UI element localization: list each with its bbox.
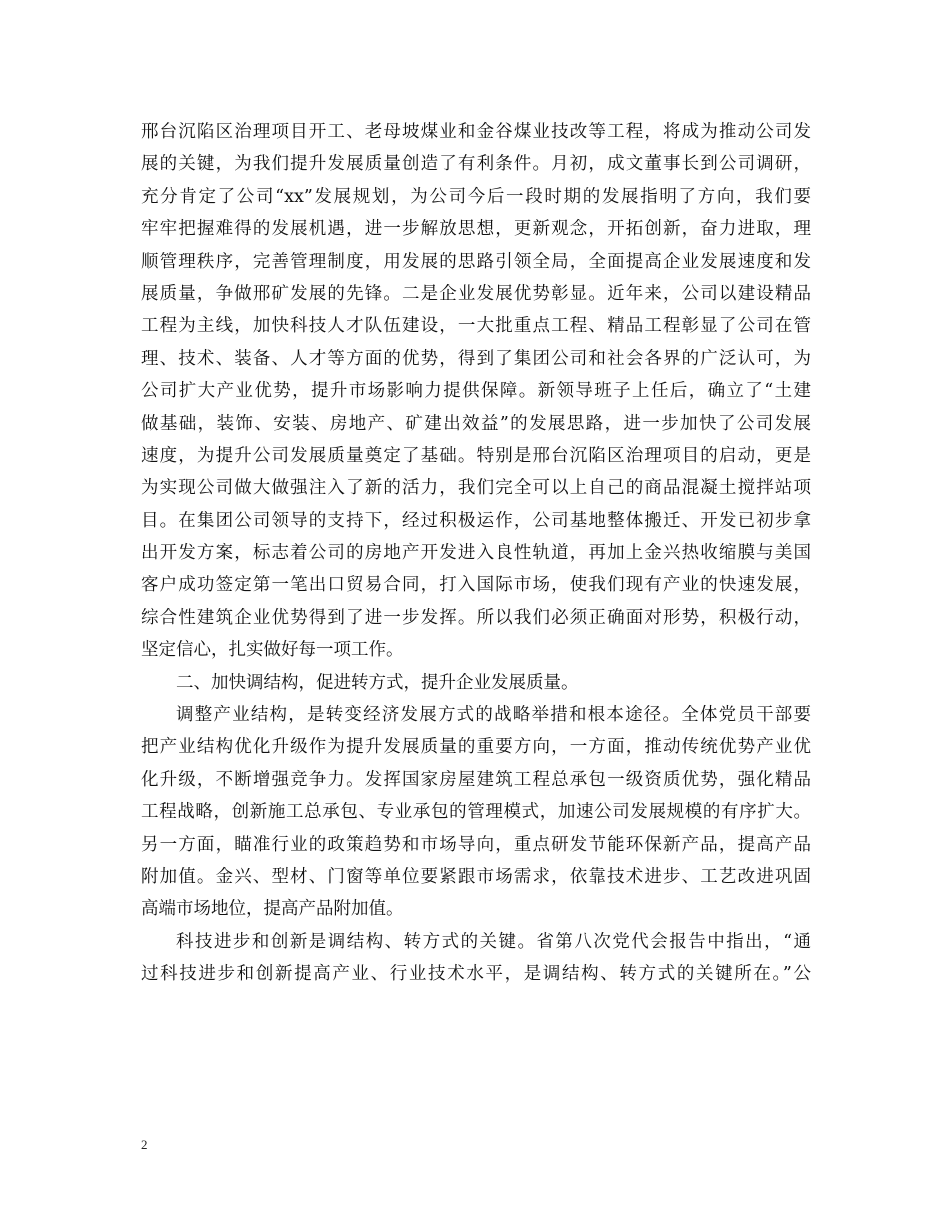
body-text — [141, 116, 811, 991]
paragraph — [141, 926, 811, 991]
text-line: 速度，为提升公司发展质量奠定了基础。特别是邢台沉陷区治理项目的启动，更是 — [141, 445, 811, 466]
text-line: 目。在集团公司领导的支持下，经过积极运作，公司基地整体搬迁、开发已初步拿 — [141, 510, 811, 531]
text-line: 把产业结构优化升级作为提升发展质量的重要方向，一方面，推动传统优势产业优 — [141, 737, 811, 758]
text-line: 科技进步和创新是调结构、转方式的关键。省第八次党代会报告中指出，“通 — [176, 931, 811, 952]
text-line: 客户成功签定第一笔出口贸易合同，打入国际市场，使我们现有产业的快速发展， — [141, 575, 811, 596]
text-line: 过科技进步和创新提高产业、行业技术水平，是调结构、转方式的关键所在。”公 — [141, 964, 811, 985]
text-line: 邢台沉陷区治理项目开工、老母坡煤业和金谷煤业技改等工程，将成为推动公司发 — [141, 122, 811, 142]
text-line: 二、加快调结构，促进转方式，提升企业发展质量。 — [176, 672, 579, 693]
text-line: 工程为主线，加快科技人才队伍建设，一大批重点工程、精品工程彰显了公司在管 — [141, 316, 811, 337]
text-line: 为实现公司做大做强注入了新的活力，我们完全可以上自己的商品混凝土搅拌站项 — [141, 478, 811, 499]
text-line: 充分肯定了公司“xx”发展规划，为公司今后一段时期的发展指明了方向，我们要 — [141, 186, 811, 207]
text-line: 坚定信心，扎实做好每一项工作。 — [141, 640, 404, 661]
page-number: 2 — [141, 1137, 148, 1152]
text-line: 展的关键，为我们提升发展质量创造了有利条件。月初，成文董事长到公司调研， — [141, 154, 811, 175]
text-line: 做基础，装饰、安装、房地产、矿建出效益”的发展思路，进一步加快了公司发展 — [141, 413, 811, 434]
paragraph — [141, 116, 811, 667]
text-line: 公司扩大产业优势，提升市场影响力提供保障。新领导班子上任后，确立了“土建 — [141, 381, 811, 402]
text-line: 工程战略，创新施工总承包、专业承包的管理模式，加速公司发展规模的有序扩大。 — [141, 802, 811, 823]
text-line: 另一方面，瞄准行业的政策趋势和市场导向，重点研发节能环保新产品，提高产品 — [141, 834, 811, 855]
text-line: 牢牢把握难得的发展机遇，进一步解放思想，更新观念，开拓创新，奋力进取，理 — [141, 219, 811, 240]
text-line: 高端市场地位，提高产品附加值。 — [141, 899, 404, 920]
text-line: 附加值。金兴、型材、门窗等单位要紧跟市场需求，依靠技术进步、工艺改进巩固 — [141, 866, 811, 887]
text-line: 化升级，不断增强竞争力。发挥国家房屋建筑工程总承包一级资质优势，强化精品 — [141, 769, 811, 790]
paragraph — [141, 699, 811, 926]
paragraph — [141, 667, 811, 699]
text-line: 理、技术、装备、人才等方面的优势，得到了集团公司和社会各界的广泛认可，为 — [141, 348, 811, 369]
text-line: 综合性建筑企业优势得到了进一步发挥。所以我们必须正确面对形势，积极行动， — [141, 607, 811, 628]
text-line: 展质量，争做邢矿发展的先锋。二是企业发展优势彰显。近年来，公司以建设精品 — [141, 283, 811, 304]
text-line: 出开发方案，标志着公司的房地产开发进入良性轨道，再加上金兴热收缩膜与美国 — [141, 543, 811, 564]
text-line: 调整产业结构，是转变经济发展方式的战略举措和根本途径。全体党员干部要 — [176, 705, 811, 726]
text-line: 顺管理秩序，完善管理制度，用发展的思路引领全局，全面提高企业发展速度和发 — [141, 251, 811, 272]
